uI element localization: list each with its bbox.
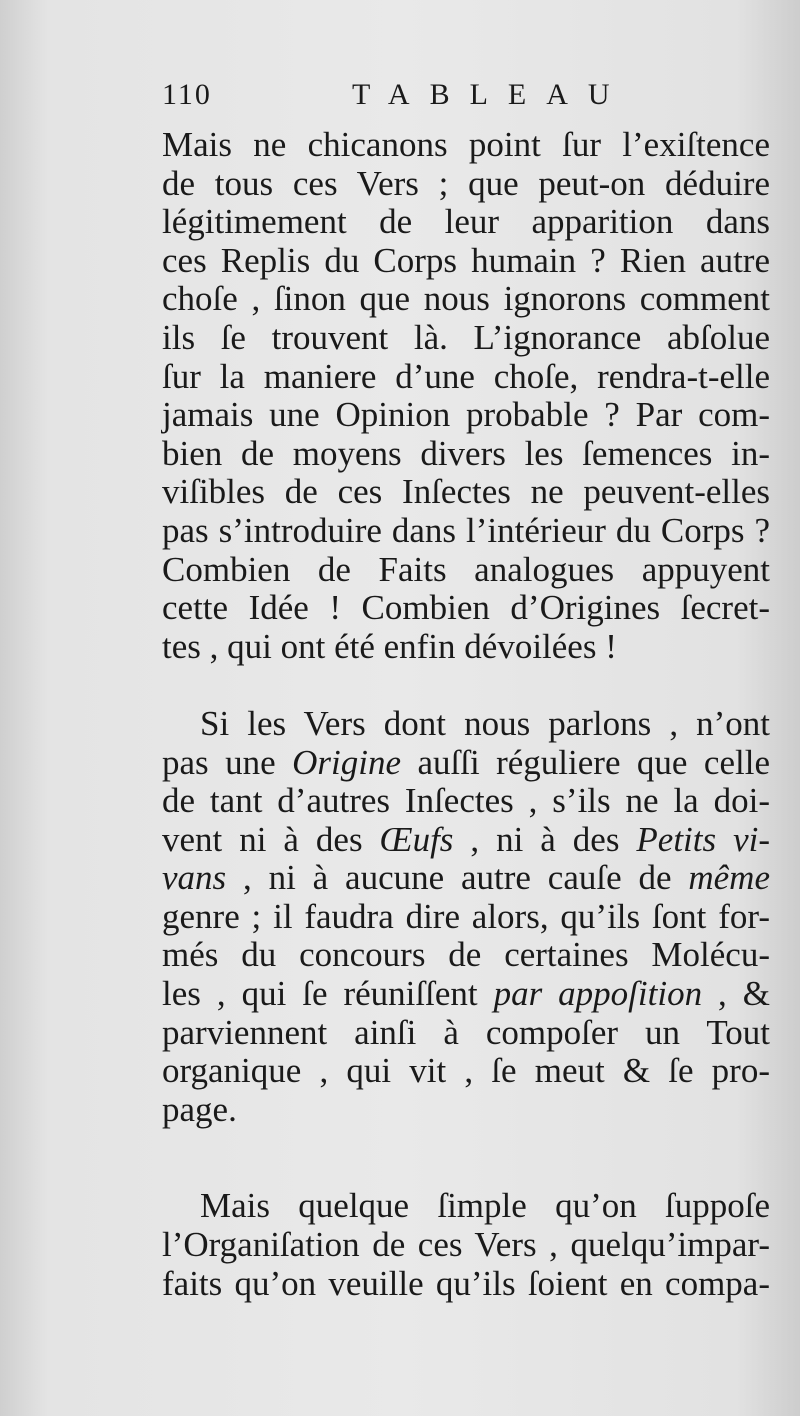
running-title: TABLEAU [352, 78, 630, 111]
text-run: Mais ne chicanons point ſur l’exiſtence [162, 125, 770, 164]
paragraph-spacer [162, 666, 770, 705]
page-header [162, 78, 782, 122]
text-line [162, 280, 770, 319]
text-run: ces Replis du Corps humain ? Rien autre [162, 240, 770, 280]
text-run: page. [162, 1089, 237, 1129]
text-run: légitimement de leur apparition dans [162, 202, 770, 242]
text-run: ſur la maniere d’une choſe, rendra-t-elle [162, 356, 770, 396]
text-line [162, 898, 770, 937]
body-text [162, 126, 770, 1303]
text-line [162, 203, 770, 242]
text-run: , ni à aucune autre cauſe de [226, 858, 689, 898]
italic-text: Œufs [379, 819, 454, 859]
text-run: Combien de Faits analogues appuyent [162, 549, 770, 589]
text-line [162, 1265, 770, 1304]
text-run: Mais quelque ſimple qu’on ſuppoſe [200, 1186, 770, 1226]
text-line [162, 165, 770, 204]
text-line [162, 512, 770, 551]
text-line [162, 1091, 770, 1130]
text-line [162, 1014, 770, 1053]
text-line [162, 1226, 770, 1265]
text-run: jamais une Opinion probable ? Par com- [162, 395, 770, 435]
text-run: , ni à des [453, 819, 637, 859]
text-run: tes , qui ont été enfin dévoilées ! [162, 626, 617, 666]
text-run: vent ni à des [162, 819, 380, 859]
text-line [162, 821, 770, 860]
italic-text: Origine [292, 742, 401, 782]
text-run: l’Organiſation de ces Vers , quelqu’impar- [162, 1225, 770, 1265]
italic-text: même [688, 858, 770, 898]
text-line [162, 589, 770, 628]
italic-text: Petits vi- [636, 819, 770, 859]
text-run: les , qui ſe réuniſſent [162, 974, 494, 1014]
text-line [162, 1187, 770, 1226]
text-line [162, 705, 770, 744]
text-run: organique , qui vit , ſe meut & ſe pro- [162, 1051, 770, 1091]
text-line [162, 242, 770, 281]
text-run: genre ; il faudra dire alors, qu’ils ſont for- [162, 896, 770, 936]
text-run: Si les Vers dont nous parlons , n’ont [200, 703, 770, 743]
text-run: auſſi réguliere que celle [401, 742, 770, 782]
text-line [162, 628, 770, 667]
text-line [162, 319, 770, 358]
text-line [162, 744, 770, 783]
text-run: bien de moyens divers les ſemences in- [162, 433, 770, 473]
text-run: parviennent ainſi à compoſer un Tout [162, 1012, 770, 1052]
text-line [162, 782, 770, 821]
italic-text: par appoſition [493, 974, 703, 1014]
text-line [162, 936, 770, 975]
text-line [162, 396, 770, 435]
paragraph [162, 126, 770, 666]
text-line [162, 473, 770, 512]
paragraph-spacer [162, 1129, 770, 1187]
text-run: pas s’introduire dans l’intérieur du Corps ? [162, 510, 770, 550]
paragraph [162, 705, 770, 1130]
text-run: , & [702, 974, 770, 1014]
text-run: pas une [162, 742, 293, 782]
text-line [162, 859, 770, 898]
text-run: cette Idée ! Combien d’Origines ſecret- [162, 588, 770, 628]
italic-text: vans [162, 858, 227, 898]
page-number: 110 [162, 78, 212, 111]
text-run: choſe , ſinon que nous ignorons comment [162, 279, 770, 319]
text-run: viſibles de ces Inſectes ne peuvent-elles [162, 472, 770, 512]
text-line [162, 126, 770, 165]
text-line [162, 551, 770, 590]
text-line [162, 435, 770, 474]
text-run: de tous ces Vers ; que peut-on déduire [162, 163, 770, 203]
text-run: faits qu’on veuille qu’ils ſoient en compa- [162, 1263, 770, 1303]
text-run: ils ſe trouvent là. L’ignorance abſolue [162, 317, 770, 357]
text-line [162, 975, 770, 1014]
text-line [162, 358, 770, 397]
text-line [162, 1052, 770, 1091]
paragraph [162, 1187, 770, 1303]
text-run: de tant d’autres Inſectes , s’ils ne la doi- [162, 781, 770, 821]
text-run: més du concours de certaines Molécu- [162, 935, 770, 975]
